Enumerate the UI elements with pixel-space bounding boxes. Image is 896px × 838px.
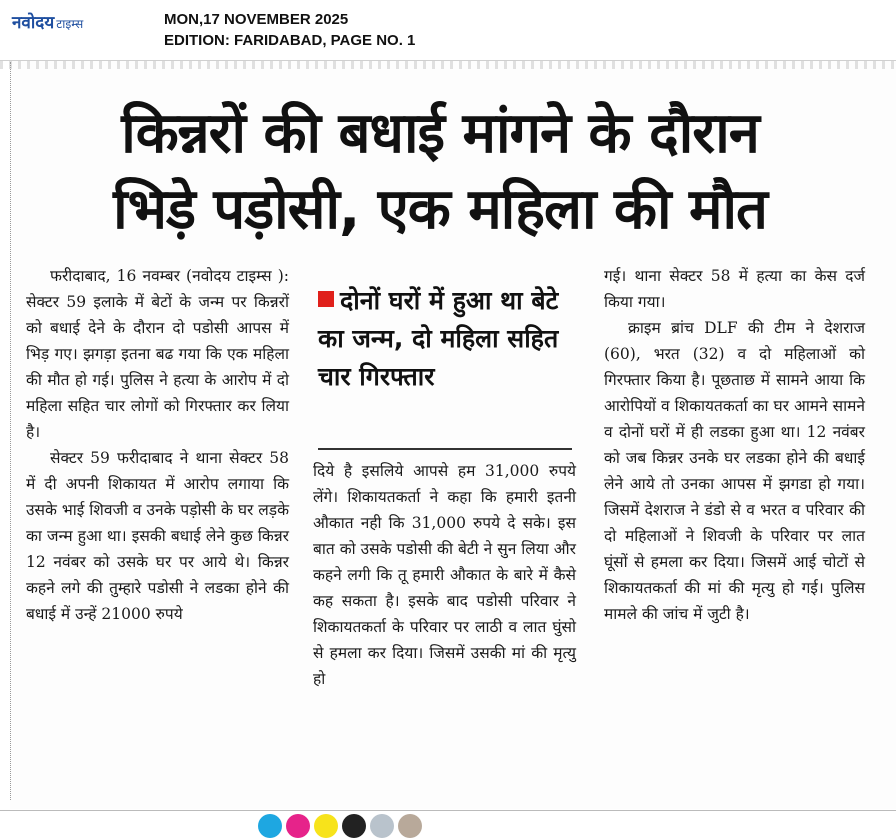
registration-dot xyxy=(314,814,338,838)
column-1-paragraph-1: फरीदाबाद, 16 नवम्बर (नवोदय टाइम्स ): सेक्टर 59 इलाके में बेटों के जन्म पर किन्नरों को बधाई देने के दौरान दो पडोसी आपस में भिड़ गए। झगड़ा इतना बढ गया कि एक महिला की मौत हो गई। पुलिस ने हत्या के आरोप में दो महिला सहित चार लोगों को गिरफ्तार कर लिया है। xyxy=(26,267,289,441)
edition-info xyxy=(164,9,415,51)
newspaper-logo[interactable] xyxy=(12,10,83,32)
headline-line-2: भिड़े पड़ोसी, एक महिला की मौत xyxy=(113,177,767,242)
registration-dot xyxy=(398,814,422,838)
clipping-top-edge xyxy=(0,61,896,69)
clipping-left-edge xyxy=(0,62,11,800)
registration-dot xyxy=(286,814,310,838)
article-subheading xyxy=(318,282,572,396)
headline-line-1: किन्नरों की बधाई मांगने के दौरान xyxy=(121,101,759,166)
subheading-divider xyxy=(318,448,572,450)
article-column-1 xyxy=(26,263,289,627)
logo-sub-text: टाइम्स xyxy=(56,17,84,31)
red-bullet-icon xyxy=(318,291,334,307)
logo-main-text: नवोदय xyxy=(12,13,55,33)
column-1-paragraph-2: सेक्टर 59 फरीदाबाद ने थाना सेक्टर 58 में दी अपनी शिकायत में आरोप लगाया कि उसके भाई शिवजी व उनके पड़ोसी के घर लड़के का जन्म हुआ था। इसकी बधाई लेने कुछ किन्नर 12 नवंबर को उसके घर पर आये थे। किन्नर कहने लगे की तुम्हारे पडोसी ने लडका होने की बधाई में उन्हें 21000 रुपये xyxy=(26,449,289,623)
article-column-3 xyxy=(604,263,865,627)
article-headline xyxy=(20,96,860,248)
bottom-edge xyxy=(0,810,896,821)
publication-date: MON,17 NOVEMBER 2025 xyxy=(164,11,349,28)
column-2-paragraph-1: दिये है इसलिये आपसे हम 31,000 रुपये लेंगे। शिकायतकर्ता ने कहा कि हमारी इतनी औकात नही कि 31,000 रुपये दे सके। इस बात को उसके पडोसी की बेटी ने सुन लिया और कहने लगी कि तू हमारी औकात के बारे में कैसे कह सकता है। इसके बाद पडोसी परिवार ने शिकायतकर्ता के परिवार पर लाठी व लात घुंसो से हमला कर दिया। जिसमें उसकी मां की मृत्यु हो xyxy=(313,462,576,688)
masthead-bar xyxy=(0,0,896,61)
edition-page: EDITION: FARIDABAD, PAGE NO. 1 xyxy=(164,32,416,49)
registration-dot xyxy=(370,814,394,838)
registration-dot xyxy=(258,814,282,838)
subheading-text: दोनों घरों में हुआ था बेटे का जन्म, दो महिला सहित चार गिरफ्तार xyxy=(318,286,559,391)
registration-dot xyxy=(342,814,366,838)
column-3-paragraph-2: क्राइम ब्रांच DLF की टीम ने देशराज (60), भरत (32) व दो महिलाओं को गिरफ्तार किया है। पूछताछ में सामने आया कि आरोपियों व शिकायतकर्ता का घर आमने सामने व दोनों घरों में ही लडका हुआ था। 12 नवंबर को जब किन्नर उनके घर लडका होने की बधाई लेने आये तो उनका आपस में झगडा हो गया। जिसमें देशराज ने डंडो से व भरत व परिवार की दो महिलाओं ने शिवजी के परिवार पर लात घूंसों से हमला कर दिया। जिसमें आई चोटों से शिकायतकर्ता की मां की मृत्यु हो गई। पुलिस मामले की जांच में जुटी है। xyxy=(604,319,865,623)
article-column-2 xyxy=(313,458,576,692)
column-3-paragraph-1: गई। थाना सेक्टर 58 में हत्या का केस दर्ज किया गया। xyxy=(604,267,865,311)
